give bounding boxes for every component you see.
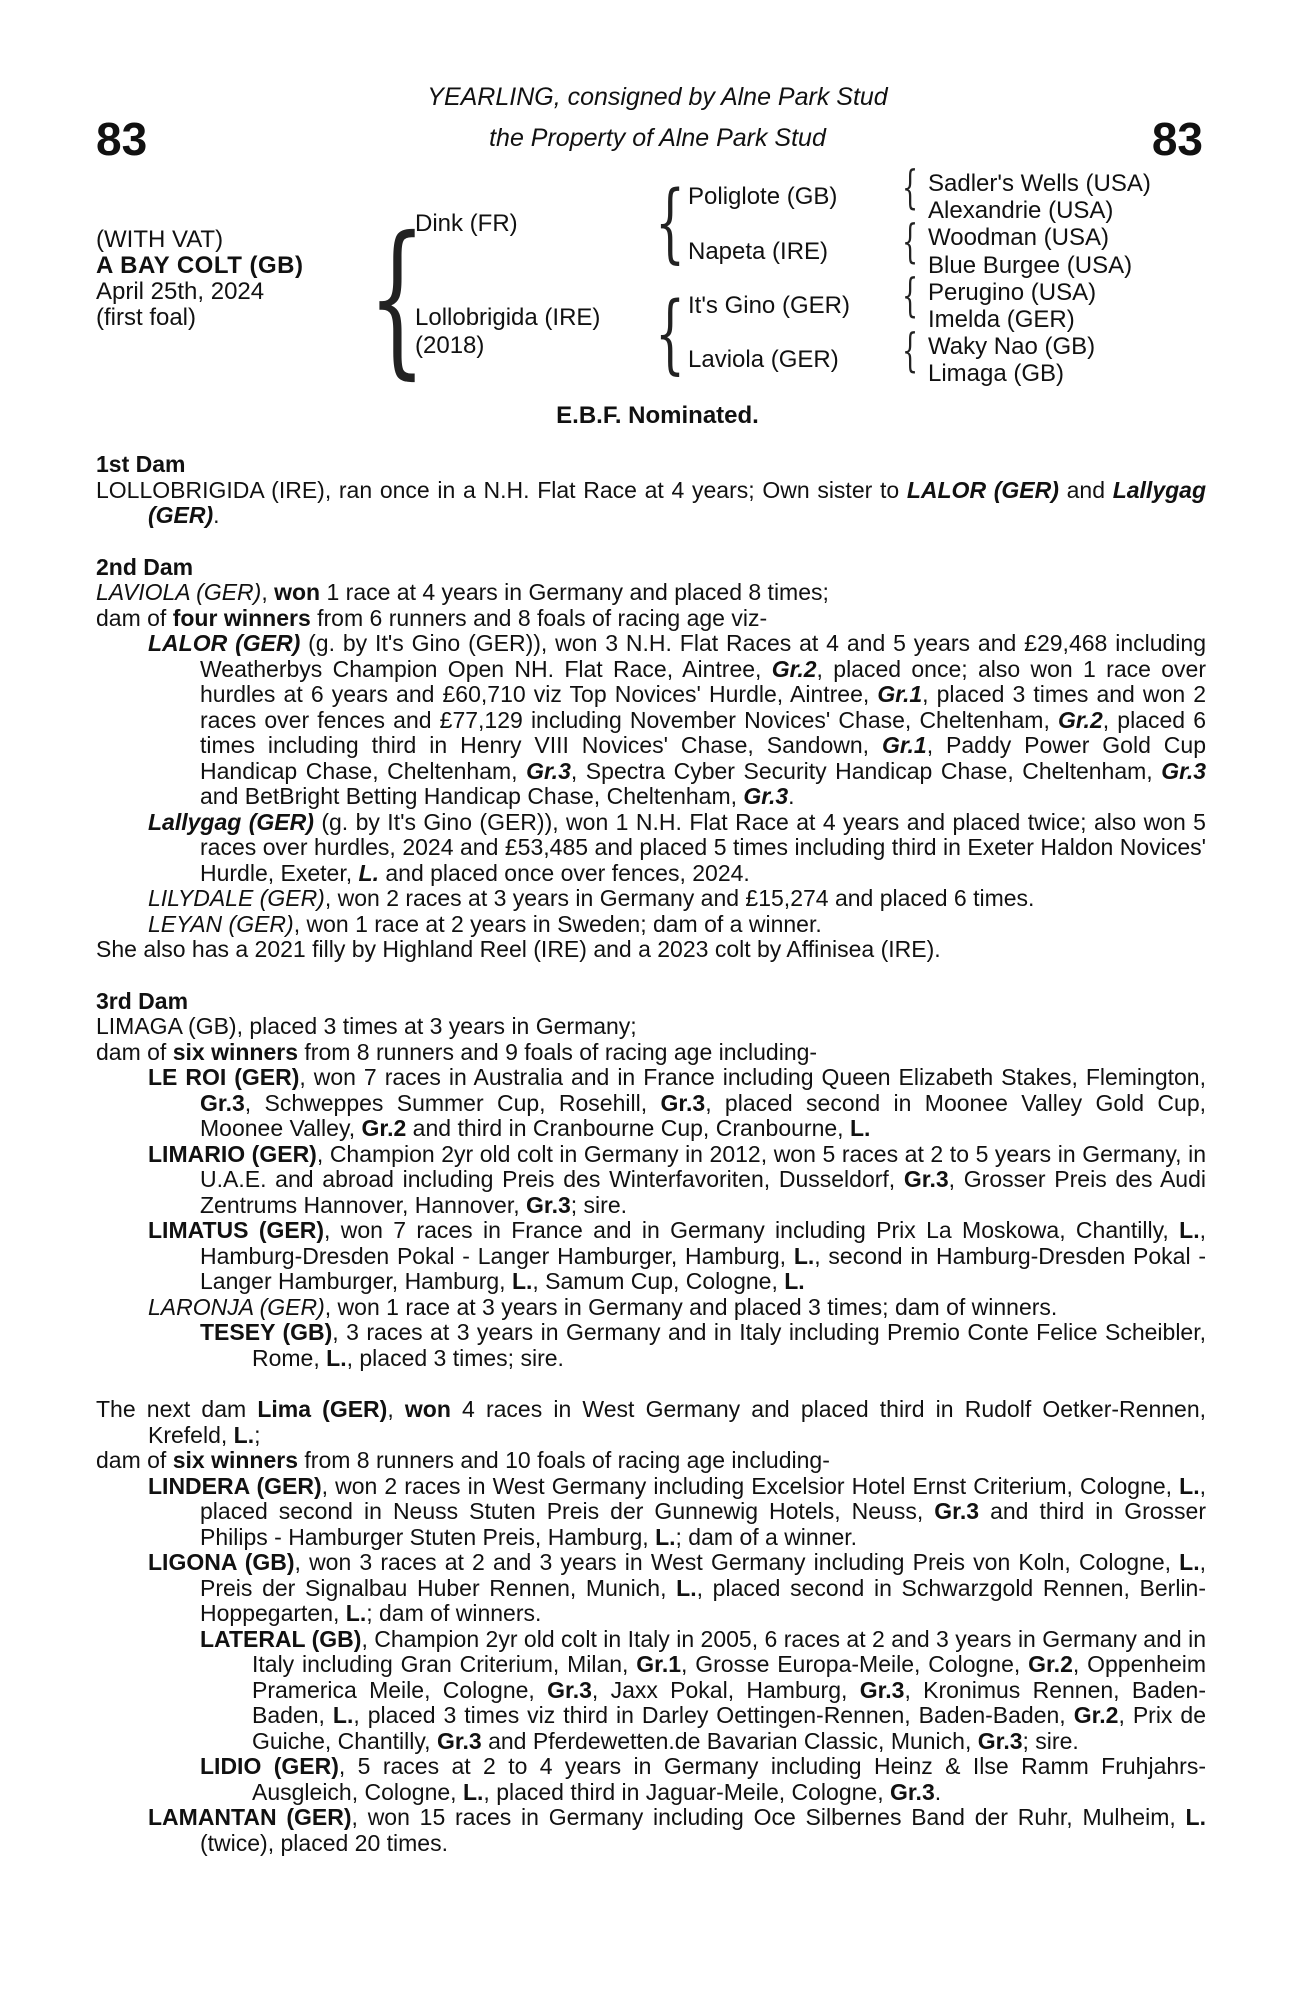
dam-name: Lollobrigida (IRE) [415, 304, 601, 331]
gg-6: Imelda (GER) [928, 306, 1075, 333]
lot-number-left: 83 [96, 113, 148, 165]
gg-brace-2: { [902, 214, 919, 268]
consignor-line: YEARLING, consigned by Alne Park Stud [427, 83, 888, 111]
entry-line: TESEY (GB), 3 races at 3 years in Germany and in Italy including Premio Conte Felice Scheibler, Rome, L., placed 3 times; sire. [200, 1319, 1206, 1371]
entry-line: The next dam Lima (GER), won 4 races in West Germany and placed third in Rudolf Oetker-Rennen, Krefeld, L.; [96, 1396, 1206, 1448]
entry-line: She also has a 2021 filly by Highland Reel (IRE) and a 2023 colt by Affinisea (IRE). [96, 936, 941, 962]
second-dam-lines [96, 580, 1206, 963]
first-dam-heading: 1st Dam [96, 451, 186, 477]
third-dam-heading: 3rd Dam [96, 987, 189, 1014]
entry-line: LIMAGA (GB), placed 3 times at 3 years in Germany; [96, 1013, 637, 1039]
entry-line: LATERAL (GB), Champion 2yr old colt in Italy in 2005, 6 races at 2 and 3 years in Germany and in Italy including Gran Criterium, Milan, Gr.1, Grosse Europa-Meile, Cologne, Gr.2, Oppenheim Pramerica Meile, Cologne, Gr.3, Jaxx Pokal, Hamburg, Gr.3, Kronimus Rennen, Baden-Baden, L., placed 3 times viz third in Darley Oettingen-Rennen, Baden-Baden, Gr.2, Prix de Guiche, Chantilly, Gr.3 and Pferdewetten.de Bavarian Classic, Munich, Gr.3; sire. [200, 1625, 1207, 1754]
entry-line: LIMATUS (GER), won 7 races in France and in Germany including Prix La Moskowa, Chantilly, L., Hamburg-Dresden Pokal - Langer Hamburger, Hamburg, L., second in Hamburg-Dresden Pokal - Langer Hamburger, Hamburg, L., Samum Cup, Cologne, L. [148, 1217, 1206, 1294]
sire-name: Dink (FR) [415, 210, 518, 237]
property-line: the Property of Alne Park Stud [489, 124, 826, 152]
catalogue-body [96, 452, 1206, 1856]
foal-note: (first foal) [96, 304, 197, 331]
next-dam-section [96, 1397, 1206, 1856]
sire-sire: Poliglote (GB) [688, 183, 838, 210]
entry-line: LEYAN (GER), won 1 race at 2 years in Sweden; dam of a winner. [148, 910, 822, 937]
entry-line: Lallygag (GER) (g. by It's Gino (GER)), won 1 N.H. Flat Race at 4 years and placed twice; also won 5 races over hurdles, 2024 and £53,485 and placed 5 times including third in Exeter Haldon Novices' Hurdle, Exeter, L. and placed once over fences, 2024. [148, 808, 1206, 886]
entry-line: dam of six winners from 8 runners and 9 foals of racing age including- [96, 1038, 818, 1065]
entry-line: LALOR (GER) (g. by It's Gino (GER)), won 3 N.H. Flat Races at 4 and 5 years and £29,468 including Weatherbys Champion Open NH. Flat Race, Aintree, Gr.2, placed once; also won 1 race over hurdles at 6 years and £60,710 viz Top Novices' Hurdle, Aintree, Gr.1, placed 3 times and won 2 races over fences and £77,129 including November Novices' Chase, Cheltenham, Gr.2, placed 6 times including third in Henry VIII Novices' Chase, Sandown, Gr.1, Paddy Power Gold Cup Handicap Chase, Cheltenham, Gr.3, Spectra Cyber Security Handicap Chase, Cheltenham, Gr.3 and BetBright Betting Handicap Chase, Cheltenham, Gr.3. [148, 630, 1207, 809]
entry-line: LINDERA (GER), won 2 races in West Germany including Excelsior Hotel Ernst Criterium, Cologne, L., placed second in Neuss Stuten Preis der Gunnewig Hotels, Neuss, Gr.3 and third in Grosser Philips - Hamburger Stuten Preis, Hamburg, L.; dam of a winner. [148, 1472, 1207, 1550]
entry-line: LIGONA (GB), won 3 races at 2 and 3 years in West Germany including Preis von Koln, Cologne, L., Preis der Signalbau Huber Rennen, Munich, L., placed second in Schwarzgold Rennen, Berlin-Hoppegarten, L.; dam of winners. [148, 1549, 1206, 1626]
vat-note: (WITH VAT) [96, 226, 224, 253]
first-dam-section [96, 452, 1206, 529]
entry-line: LAMANTAN (GER), won 15 races in Germany including Oce Silbernes Band der Ruhr, Mulheim, L. (twice), placed 20 times. [148, 1804, 1206, 1856]
dam-sire: It's Gino (GER) [688, 292, 850, 319]
second-dam-heading: 2nd Dam [96, 553, 194, 580]
gg-5: Perugino (USA) [928, 279, 1097, 306]
gg-8: Limaga (GB) [928, 360, 1065, 387]
entry-line: LARONJA (GER), won 1 race at 3 years in Germany and placed 3 times; dam of winners. [148, 1293, 1058, 1320]
second-dam-section [96, 555, 1206, 963]
gg-1: Sadler's Wells (USA) [928, 170, 1151, 197]
gg-2: Alexandrie (USA) [928, 197, 1114, 224]
entry-line: dam of four winners from 6 runners and 8 foals of racing age viz- [96, 604, 768, 631]
dam-year: (2018) [415, 332, 485, 359]
gg-4: Blue Burgee (USA) [928, 252, 1133, 279]
entry-line: LE ROI (GER), won 7 races in Australia and in France including Queen Elizabeth Stakes, Flemington, Gr.3, Schweppes Summer Cup, Rosehill, Gr.3, placed second in Moonee Valley Gold Cup, Moonee Valley, Gr.2 and third in Cranbourne Cup, Cranbourne, L. [148, 1064, 1207, 1141]
entry-line: dam of six winners from 8 runners and 10 foals of racing age including- [96, 1447, 830, 1473]
ebf-nominated: E.B.F. Nominated. [556, 402, 759, 429]
gg-3: Woodman (USA) [928, 224, 1109, 251]
gg-brace-4: { [902, 323, 919, 377]
foaling-date: April 25th, 2024 [96, 278, 265, 305]
entry-line: LIDIO (GER), 5 races at 2 to 4 years in Germany including Heinz & Ilse Ramm Fruhjahrs-Ausgleich, Cologne, L., placed third in Jaguar-Meile, Cologne, Gr.3. [200, 1753, 1206, 1805]
dam-brace: { [655, 284, 686, 384]
next-dam-lines [96, 1397, 1206, 1856]
horse-name: A BAY COLT (GB) [96, 252, 304, 279]
gg-brace-1: { [902, 160, 919, 214]
sire-dam-brace: { [368, 202, 427, 395]
gg-brace-3: { [902, 268, 919, 322]
sire-dam: Napeta (IRE) [688, 238, 829, 265]
entry-line: LIMARIO (GER), Champion 2yr old colt in Germany in 2012, won 5 races at 2 to 5 years in Germany, in U.A.E. and abroad including Preis des Winterfavoriten, Dusseldorf, Gr.3, Grosser Preis des Audi Zentrums Hannover, Hannover, Gr.3; sire. [148, 1140, 1206, 1218]
entry-line: LAVIOLA (GER), won 1 race at 4 years in Germany and placed 8 times; [96, 579, 829, 605]
entry-line: LILYDALE (GER), won 2 races at 3 years in Germany and £15,274 and placed 6 times. [148, 885, 1035, 911]
lot-number-right: 83 [1151, 113, 1203, 165]
third-dam-lines [96, 1014, 1206, 1371]
third-dam-section [96, 989, 1206, 1372]
gg-7: Waky Nao (GB) [928, 333, 1096, 360]
dam-dam: Laviola (GER) [688, 346, 839, 373]
sire-brace: { [655, 173, 686, 273]
first-dam-text: LOLLOBRIGIDA (IRE), ran once in a N.H. Flat Race at 4 years; Own sister to LALOR (GER) and Lallygag (GER). [96, 476, 1207, 528]
